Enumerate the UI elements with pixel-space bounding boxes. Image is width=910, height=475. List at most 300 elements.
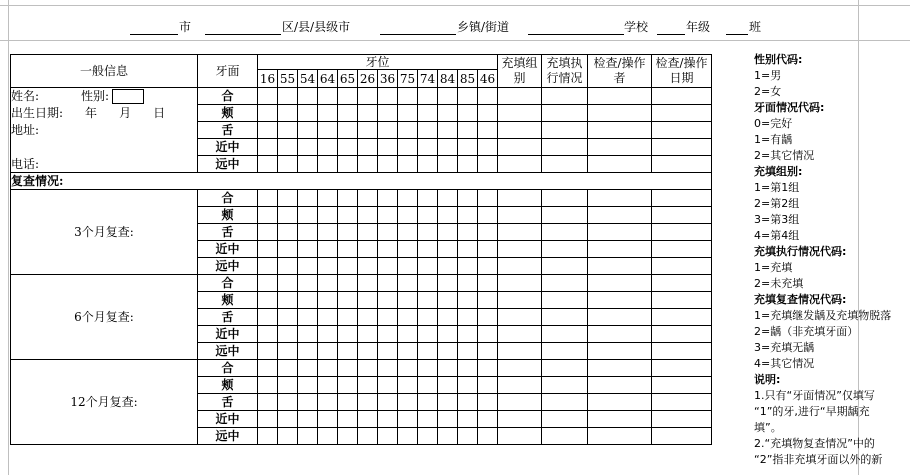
entry-cell[interactable] [542, 394, 588, 411]
entry-cell[interactable] [652, 411, 712, 428]
entry-cell[interactable] [438, 343, 458, 360]
entry-cell[interactable] [478, 105, 498, 122]
entry-cell[interactable] [438, 360, 458, 377]
entry-cell[interactable] [378, 377, 398, 394]
entry-cell[interactable] [498, 275, 542, 292]
entry-cell[interactable] [458, 190, 478, 207]
entry-cell[interactable] [378, 88, 398, 105]
entry-cell[interactable] [358, 411, 378, 428]
entry-cell[interactable] [338, 428, 358, 445]
entry-cell[interactable] [358, 139, 378, 156]
entry-cell[interactable] [258, 156, 278, 173]
entry-cell[interactable] [498, 207, 542, 224]
entry-cell[interactable] [542, 258, 588, 275]
entry-cell[interactable] [478, 343, 498, 360]
entry-cell[interactable] [338, 190, 358, 207]
entry-cell[interactable] [498, 88, 542, 105]
entry-cell[interactable] [298, 122, 318, 139]
entry-cell[interactable] [338, 122, 358, 139]
entry-cell[interactable] [278, 360, 298, 377]
entry-cell[interactable] [358, 224, 378, 241]
entry-cell[interactable] [338, 105, 358, 122]
entry-cell[interactable] [438, 275, 458, 292]
entry-cell[interactable] [458, 241, 478, 258]
entry-cell[interactable] [318, 122, 338, 139]
entry-cell[interactable] [418, 224, 438, 241]
entry-cell[interactable] [438, 207, 458, 224]
entry-cell[interactable] [378, 156, 398, 173]
entry-cell[interactable] [338, 207, 358, 224]
entry-cell[interactable] [652, 343, 712, 360]
entry-cell[interactable] [398, 88, 418, 105]
entry-cell[interactable] [498, 326, 542, 343]
entry-cell[interactable] [438, 326, 458, 343]
entry-cell[interactable] [438, 241, 458, 258]
entry-cell[interactable] [542, 377, 588, 394]
entry-cell[interactable] [418, 241, 438, 258]
entry-cell[interactable] [478, 377, 498, 394]
entry-cell[interactable] [278, 190, 298, 207]
entry-cell[interactable] [358, 88, 378, 105]
entry-cell[interactable] [358, 122, 378, 139]
entry-cell[interactable] [588, 377, 652, 394]
entry-cell[interactable] [338, 360, 358, 377]
entry-cell[interactable] [458, 360, 478, 377]
entry-cell[interactable] [278, 88, 298, 105]
entry-cell[interactable] [478, 411, 498, 428]
entry-cell[interactable] [358, 241, 378, 258]
entry-cell[interactable] [258, 411, 278, 428]
entry-cell[interactable] [458, 207, 478, 224]
entry-cell[interactable] [318, 360, 338, 377]
entry-cell[interactable] [378, 105, 398, 122]
entry-cell[interactable] [338, 156, 358, 173]
entry-cell[interactable] [298, 343, 318, 360]
entry-cell[interactable] [458, 156, 478, 173]
entry-cell[interactable] [398, 275, 418, 292]
entry-cell[interactable] [258, 139, 278, 156]
entry-cell[interactable] [378, 411, 398, 428]
entry-cell[interactable] [378, 275, 398, 292]
entry-cell[interactable] [298, 377, 318, 394]
entry-cell[interactable] [498, 360, 542, 377]
entry-cell[interactable] [498, 139, 542, 156]
entry-cell[interactable] [278, 241, 298, 258]
entry-cell[interactable] [438, 190, 458, 207]
entry-cell[interactable] [588, 156, 652, 173]
entry-cell[interactable] [458, 377, 478, 394]
entry-cell[interactable] [398, 292, 418, 309]
entry-cell[interactable] [398, 207, 418, 224]
entry-cell[interactable] [258, 428, 278, 445]
entry-cell[interactable] [278, 207, 298, 224]
entry-cell[interactable] [318, 207, 338, 224]
entry-cell[interactable] [652, 377, 712, 394]
entry-cell[interactable] [358, 394, 378, 411]
entry-cell[interactable] [458, 309, 478, 326]
entry-cell[interactable] [418, 207, 438, 224]
entry-cell[interactable] [398, 360, 418, 377]
entry-cell[interactable] [258, 309, 278, 326]
entry-cell[interactable] [298, 224, 318, 241]
entry-cell[interactable] [652, 258, 712, 275]
entry-cell[interactable] [652, 122, 712, 139]
entry-cell[interactable] [542, 241, 588, 258]
entry-cell[interactable] [652, 224, 712, 241]
entry-cell[interactable] [588, 309, 652, 326]
entry-cell[interactable] [278, 105, 298, 122]
entry-cell[interactable] [378, 428, 398, 445]
entry-cell[interactable] [298, 156, 318, 173]
entry-cell[interactable] [318, 139, 338, 156]
entry-cell[interactable] [498, 411, 542, 428]
entry-cell[interactable] [652, 207, 712, 224]
entry-cell[interactable] [318, 224, 338, 241]
entry-cell[interactable] [398, 258, 418, 275]
entry-cell[interactable] [278, 292, 298, 309]
entry-cell[interactable] [418, 122, 438, 139]
entry-cell[interactable] [298, 190, 318, 207]
entry-cell[interactable] [318, 156, 338, 173]
entry-cell[interactable] [478, 190, 498, 207]
entry-cell[interactable] [588, 224, 652, 241]
entry-cell[interactable] [278, 224, 298, 241]
entry-cell[interactable] [398, 394, 418, 411]
entry-cell[interactable] [588, 292, 652, 309]
entry-cell[interactable] [298, 309, 318, 326]
entry-cell[interactable] [358, 156, 378, 173]
entry-cell[interactable] [278, 309, 298, 326]
entry-cell[interactable] [378, 258, 398, 275]
entry-cell[interactable] [588, 88, 652, 105]
entry-cell[interactable] [498, 156, 542, 173]
entry-cell[interactable] [278, 428, 298, 445]
entry-cell[interactable] [588, 190, 652, 207]
entry-cell[interactable] [318, 105, 338, 122]
entry-cell[interactable] [652, 326, 712, 343]
entry-cell[interactable] [298, 88, 318, 105]
entry-cell[interactable] [438, 122, 458, 139]
entry-cell[interactable] [458, 139, 478, 156]
entry-cell[interactable] [258, 326, 278, 343]
entry-cell[interactable] [478, 326, 498, 343]
entry-cell[interactable] [542, 326, 588, 343]
entry-cell[interactable] [418, 309, 438, 326]
entry-cell[interactable] [588, 394, 652, 411]
entry-cell[interactable] [378, 207, 398, 224]
entry-cell[interactable] [418, 275, 438, 292]
entry-cell[interactable] [358, 326, 378, 343]
entry-cell[interactable] [478, 241, 498, 258]
entry-cell[interactable] [258, 360, 278, 377]
entry-cell[interactable] [338, 411, 358, 428]
entry-cell[interactable] [478, 88, 498, 105]
entry-cell[interactable] [378, 394, 398, 411]
entry-cell[interactable] [438, 88, 458, 105]
entry-cell[interactable] [588, 411, 652, 428]
entry-cell[interactable] [378, 190, 398, 207]
entry-cell[interactable] [358, 105, 378, 122]
entry-cell[interactable] [652, 292, 712, 309]
entry-cell[interactable] [438, 411, 458, 428]
entry-cell[interactable] [542, 207, 588, 224]
entry-cell[interactable] [298, 275, 318, 292]
entry-cell[interactable] [418, 105, 438, 122]
entry-cell[interactable] [338, 394, 358, 411]
entry-cell[interactable] [458, 258, 478, 275]
entry-cell[interactable] [418, 394, 438, 411]
entry-cell[interactable] [358, 360, 378, 377]
entry-cell[interactable] [438, 156, 458, 173]
entry-cell[interactable] [338, 309, 358, 326]
entry-cell[interactable] [258, 207, 278, 224]
entry-cell[interactable] [652, 394, 712, 411]
entry-cell[interactable] [438, 224, 458, 241]
entry-cell[interactable] [358, 343, 378, 360]
entry-cell[interactable] [542, 343, 588, 360]
entry-cell[interactable] [542, 105, 588, 122]
entry-cell[interactable] [278, 343, 298, 360]
entry-cell[interactable] [498, 258, 542, 275]
entry-cell[interactable] [318, 343, 338, 360]
entry-cell[interactable] [398, 377, 418, 394]
entry-cell[interactable] [338, 275, 358, 292]
entry-cell[interactable] [338, 377, 358, 394]
entry-cell[interactable] [478, 258, 498, 275]
entry-cell[interactable] [378, 224, 398, 241]
entry-cell[interactable] [358, 275, 378, 292]
entry-cell[interactable] [438, 428, 458, 445]
entry-cell[interactable] [588, 258, 652, 275]
entry-cell[interactable] [278, 139, 298, 156]
entry-cell[interactable] [298, 258, 318, 275]
entry-cell[interactable] [458, 122, 478, 139]
entry-cell[interactable] [318, 292, 338, 309]
entry-cell[interactable] [588, 122, 652, 139]
entry-cell[interactable] [478, 394, 498, 411]
entry-cell[interactable] [478, 428, 498, 445]
entry-cell[interactable] [652, 428, 712, 445]
entry-cell[interactable] [318, 394, 338, 411]
entry-cell[interactable] [398, 326, 418, 343]
entry-cell[interactable] [278, 156, 298, 173]
entry-cell[interactable] [358, 190, 378, 207]
entry-cell[interactable] [298, 394, 318, 411]
entry-cell[interactable] [652, 156, 712, 173]
entry-cell[interactable] [438, 139, 458, 156]
entry-cell[interactable] [318, 258, 338, 275]
entry-cell[interactable] [298, 360, 318, 377]
entry-cell[interactable] [652, 309, 712, 326]
entry-cell[interactable] [458, 224, 478, 241]
entry-cell[interactable] [358, 258, 378, 275]
entry-cell[interactable] [588, 428, 652, 445]
entry-cell[interactable] [258, 190, 278, 207]
entry-cell[interactable] [418, 411, 438, 428]
entry-cell[interactable] [398, 156, 418, 173]
gender-input[interactable] [112, 89, 144, 104]
entry-cell[interactable] [478, 309, 498, 326]
entry-cell[interactable] [478, 360, 498, 377]
entry-cell[interactable] [458, 292, 478, 309]
entry-cell[interactable] [398, 343, 418, 360]
entry-cell[interactable] [418, 343, 438, 360]
entry-cell[interactable] [652, 105, 712, 122]
entry-cell[interactable] [298, 105, 318, 122]
entry-cell[interactable] [588, 241, 652, 258]
entry-cell[interactable] [318, 309, 338, 326]
entry-cell[interactable] [542, 88, 588, 105]
entry-cell[interactable] [478, 139, 498, 156]
entry-cell[interactable] [338, 88, 358, 105]
entry-cell[interactable] [458, 428, 478, 445]
entry-cell[interactable] [278, 258, 298, 275]
entry-cell[interactable] [498, 190, 542, 207]
entry-cell[interactable] [418, 139, 438, 156]
entry-cell[interactable] [258, 88, 278, 105]
entry-cell[interactable] [378, 292, 398, 309]
entry-cell[interactable] [398, 139, 418, 156]
entry-cell[interactable] [318, 428, 338, 445]
entry-cell[interactable] [378, 360, 398, 377]
entry-cell[interactable] [418, 360, 438, 377]
entry-cell[interactable] [378, 139, 398, 156]
entry-cell[interactable] [498, 105, 542, 122]
entry-cell[interactable] [298, 292, 318, 309]
entry-cell[interactable] [378, 241, 398, 258]
entry-cell[interactable] [652, 190, 712, 207]
entry-cell[interactable] [278, 377, 298, 394]
entry-cell[interactable] [278, 326, 298, 343]
entry-cell[interactable] [358, 309, 378, 326]
entry-cell[interactable] [258, 394, 278, 411]
entry-cell[interactable] [588, 343, 652, 360]
entry-cell[interactable] [378, 122, 398, 139]
entry-cell[interactable] [298, 428, 318, 445]
entry-cell[interactable] [338, 292, 358, 309]
entry-cell[interactable] [652, 88, 712, 105]
entry-cell[interactable] [542, 292, 588, 309]
entry-cell[interactable] [318, 326, 338, 343]
entry-cell[interactable] [588, 207, 652, 224]
entry-cell[interactable] [652, 275, 712, 292]
entry-cell[interactable] [458, 394, 478, 411]
entry-cell[interactable] [458, 88, 478, 105]
entry-cell[interactable] [318, 241, 338, 258]
entry-cell[interactable] [542, 411, 588, 428]
entry-cell[interactable] [478, 275, 498, 292]
entry-cell[interactable] [398, 122, 418, 139]
entry-cell[interactable] [498, 377, 542, 394]
entry-cell[interactable] [278, 411, 298, 428]
entry-cell[interactable] [278, 394, 298, 411]
entry-cell[interactable] [298, 139, 318, 156]
entry-cell[interactable] [318, 190, 338, 207]
entry-cell[interactable] [498, 292, 542, 309]
entry-cell[interactable] [258, 224, 278, 241]
entry-cell[interactable] [458, 411, 478, 428]
entry-cell[interactable] [542, 275, 588, 292]
entry-cell[interactable] [438, 309, 458, 326]
entry-cell[interactable] [418, 88, 438, 105]
entry-cell[interactable] [398, 241, 418, 258]
entry-cell[interactable] [258, 105, 278, 122]
entry-cell[interactable] [458, 326, 478, 343]
entry-cell[interactable] [542, 122, 588, 139]
entry-cell[interactable] [398, 105, 418, 122]
entry-cell[interactable] [542, 309, 588, 326]
entry-cell[interactable] [278, 122, 298, 139]
entry-cell[interactable] [378, 309, 398, 326]
entry-cell[interactable] [652, 241, 712, 258]
entry-cell[interactable] [298, 241, 318, 258]
entry-cell[interactable] [398, 309, 418, 326]
entry-cell[interactable] [438, 105, 458, 122]
entry-cell[interactable] [358, 377, 378, 394]
entry-cell[interactable] [438, 292, 458, 309]
entry-cell[interactable] [398, 224, 418, 241]
entry-cell[interactable] [258, 275, 278, 292]
entry-cell[interactable] [318, 275, 338, 292]
entry-cell[interactable] [258, 258, 278, 275]
entry-cell[interactable] [498, 224, 542, 241]
entry-cell[interactable] [498, 343, 542, 360]
entry-cell[interactable] [258, 343, 278, 360]
entry-cell[interactable] [458, 105, 478, 122]
entry-cell[interactable] [258, 377, 278, 394]
entry-cell[interactable] [338, 241, 358, 258]
entry-cell[interactable] [542, 428, 588, 445]
entry-cell[interactable] [588, 275, 652, 292]
entry-cell[interactable] [498, 394, 542, 411]
entry-cell[interactable] [478, 207, 498, 224]
entry-cell[interactable] [652, 360, 712, 377]
entry-cell[interactable] [478, 292, 498, 309]
entry-cell[interactable] [588, 139, 652, 156]
entry-cell[interactable] [418, 377, 438, 394]
entry-cell[interactable] [478, 156, 498, 173]
entry-cell[interactable] [498, 241, 542, 258]
entry-cell[interactable] [542, 139, 588, 156]
entry-cell[interactable] [588, 105, 652, 122]
entry-cell[interactable] [338, 224, 358, 241]
entry-cell[interactable] [318, 88, 338, 105]
entry-cell[interactable] [438, 394, 458, 411]
entry-cell[interactable] [338, 326, 358, 343]
entry-cell[interactable] [542, 190, 588, 207]
entry-cell[interactable] [298, 326, 318, 343]
entry-cell[interactable] [338, 139, 358, 156]
entry-cell[interactable] [398, 428, 418, 445]
entry-cell[interactable] [278, 275, 298, 292]
entry-cell[interactable] [258, 292, 278, 309]
entry-cell[interactable] [542, 360, 588, 377]
entry-cell[interactable] [418, 190, 438, 207]
entry-cell[interactable] [542, 156, 588, 173]
entry-cell[interactable] [542, 224, 588, 241]
entry-cell[interactable] [258, 122, 278, 139]
entry-cell[interactable] [338, 343, 358, 360]
entry-cell[interactable] [358, 207, 378, 224]
entry-cell[interactable] [418, 258, 438, 275]
entry-cell[interactable] [338, 258, 358, 275]
entry-cell[interactable] [418, 428, 438, 445]
entry-cell[interactable] [458, 343, 478, 360]
entry-cell[interactable] [438, 377, 458, 394]
entry-cell[interactable] [418, 326, 438, 343]
entry-cell[interactable] [478, 122, 498, 139]
entry-cell[interactable] [398, 190, 418, 207]
